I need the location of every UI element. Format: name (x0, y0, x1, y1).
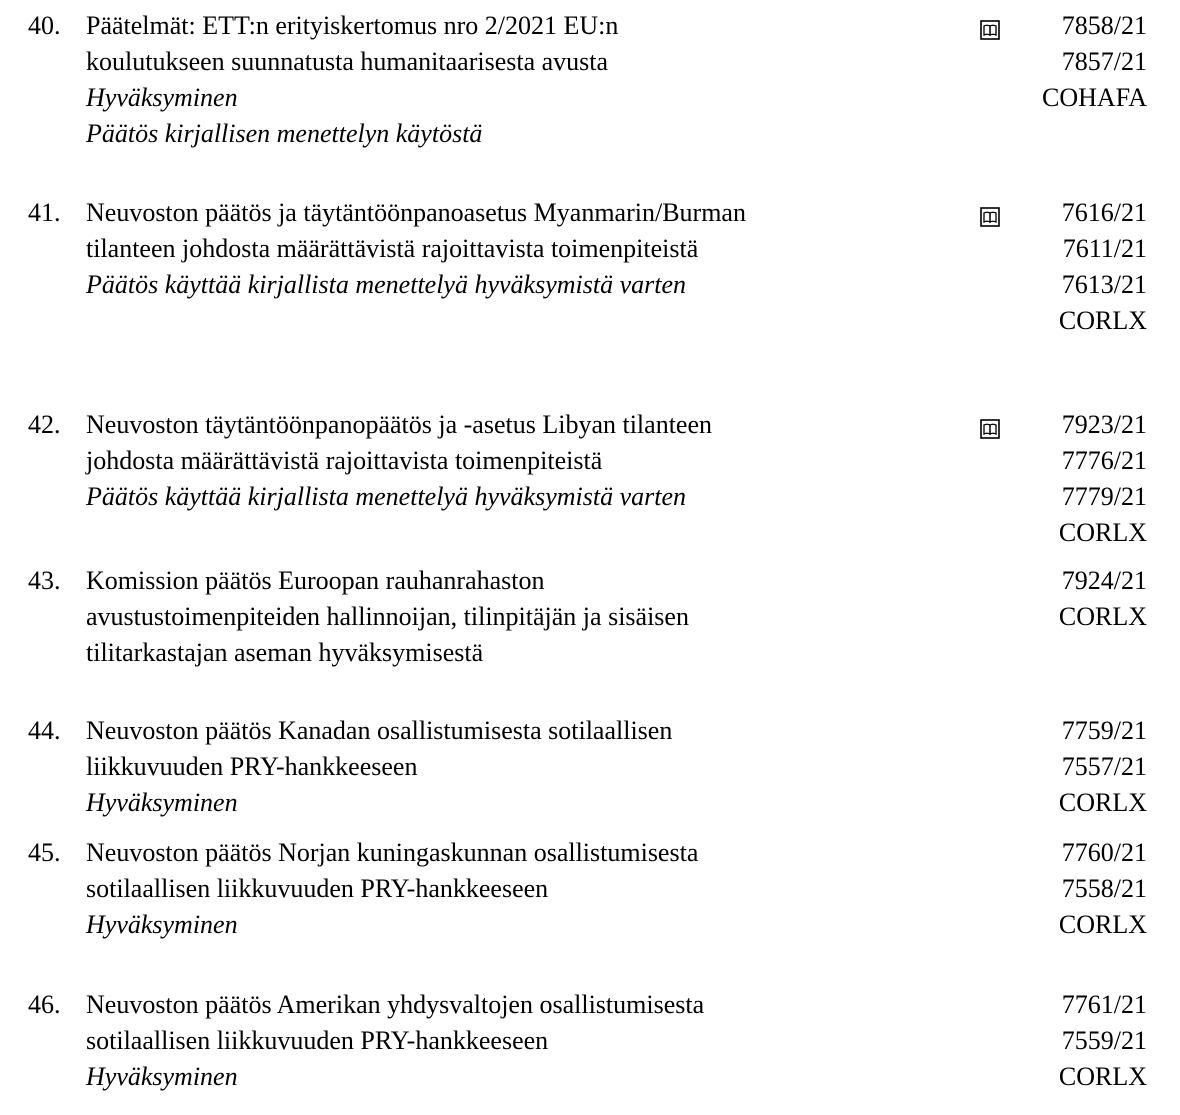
document-reference: CORLX (1058, 1062, 1147, 1091)
item-description (86, 195, 956, 303)
book-icon (980, 17, 1000, 37)
document-reference: 7759/21 (1061, 716, 1147, 745)
item-action-line: Päätös käyttää kirjallista menettelyä hyväksymistä varten (86, 270, 687, 299)
item-title-line: sotilaallisen liikkuvuuden PRY-hankkeeseen (86, 874, 549, 903)
item-number: 44. (28, 716, 61, 745)
document-references (1059, 407, 1147, 551)
document-reference: 7558/21 (1061, 874, 1147, 903)
item-action-line: Päätös kirjallisen menettelyn käytöstä (86, 119, 483, 148)
item-description (86, 713, 956, 821)
document-references (1059, 563, 1147, 635)
document-reference: 7559/21 (1061, 1026, 1147, 1055)
document-reference: COHAFA (1042, 83, 1147, 112)
document-reference: 7923/21 (1061, 410, 1147, 439)
document-reference: CORLX (1058, 306, 1147, 335)
document-reference: 7924/21 (1061, 566, 1147, 595)
item-title-line: johdosta määrättävistä rajoittavista toimenpiteistä (86, 446, 603, 475)
document-reference: 7857/21 (1061, 47, 1147, 76)
item-number: 46. (28, 990, 61, 1019)
item-title-line: Neuvoston päätös ja täytäntöönpanoasetus Myanmarin/Burman (86, 198, 746, 227)
item-description (86, 563, 956, 671)
document-references (1059, 713, 1147, 821)
document-references (1059, 195, 1147, 339)
item-title-line: Neuvoston täytäntöönpanopäätös ja -asetus Libyan tilanteen (86, 410, 712, 439)
item-title-line: Neuvoston päätös Norjan kuningaskunnan osallistumisesta (86, 838, 699, 867)
item-title-line: liikkuvuuden PRY-hankkeeseen (86, 752, 418, 781)
item-title-line: Päätelmät: ETT:n erityiskertomus nro 2/2021 EU:n (86, 11, 619, 40)
document-reference: 7613/21 (1061, 270, 1147, 299)
item-number: 43. (28, 566, 61, 595)
item-title-line: sotilaallisen liikkuvuuden PRY-hankkeeseen (86, 1026, 549, 1055)
document-reference: CORLX (1058, 602, 1147, 631)
book-icon (980, 416, 1000, 436)
item-number: 45. (28, 838, 61, 867)
document-reference: CORLX (1058, 518, 1147, 547)
document-references (1042, 8, 1147, 116)
item-title-line: koulutukseen suunnatusta humanitaarisesta avusta (86, 47, 609, 76)
item-description (86, 8, 956, 152)
item-number: 41. (28, 198, 61, 227)
document-reference: 7858/21 (1061, 11, 1147, 40)
item-action-line: Hyväksyminen (86, 83, 238, 112)
document-reference: 7776/21 (1061, 446, 1147, 475)
document-references (1059, 835, 1147, 943)
document-reference: 7611/21 (1062, 234, 1147, 263)
document-references (1059, 987, 1147, 1095)
item-action-line: Hyväksyminen (86, 788, 238, 817)
document-reference: 7616/21 (1061, 198, 1147, 227)
item-number: 42. (28, 410, 61, 439)
item-description (86, 407, 956, 515)
document-reference: 7779/21 (1061, 482, 1147, 511)
item-title-line: avustustoimenpiteiden hallinnoijan, tilinpitäjän ja sisäisen (86, 602, 689, 631)
item-title-line: Komission päätös Euroopan rauhanrahaston (86, 566, 545, 595)
document-reference: 7557/21 (1061, 752, 1147, 781)
item-title-line: tilanteen johdosta määrättävistä rajoittavista toimenpiteistä (86, 234, 699, 263)
item-description (86, 987, 956, 1095)
item-title-line: Neuvoston päätös Amerikan yhdysvaltojen osallistumisesta (86, 990, 705, 1019)
document-reference: 7761/21 (1061, 990, 1147, 1019)
document-reference: CORLX (1058, 788, 1147, 817)
item-title-line: Neuvoston päätös Kanadan osallistumisesta sotilaallisen (86, 716, 673, 745)
item-action-line: Hyväksyminen (86, 910, 238, 939)
item-title-line: tilitarkastajan aseman hyväksymisestä (86, 638, 484, 667)
document-reference: 7760/21 (1061, 838, 1147, 867)
item-action-line: Päätös käyttää kirjallista menettelyä hyväksymistä varten (86, 482, 687, 511)
item-number: 40. (28, 11, 61, 40)
item-description (86, 835, 956, 943)
document-reference: CORLX (1058, 910, 1147, 939)
item-action-line: Hyväksyminen (86, 1062, 238, 1091)
book-icon (980, 204, 1000, 224)
